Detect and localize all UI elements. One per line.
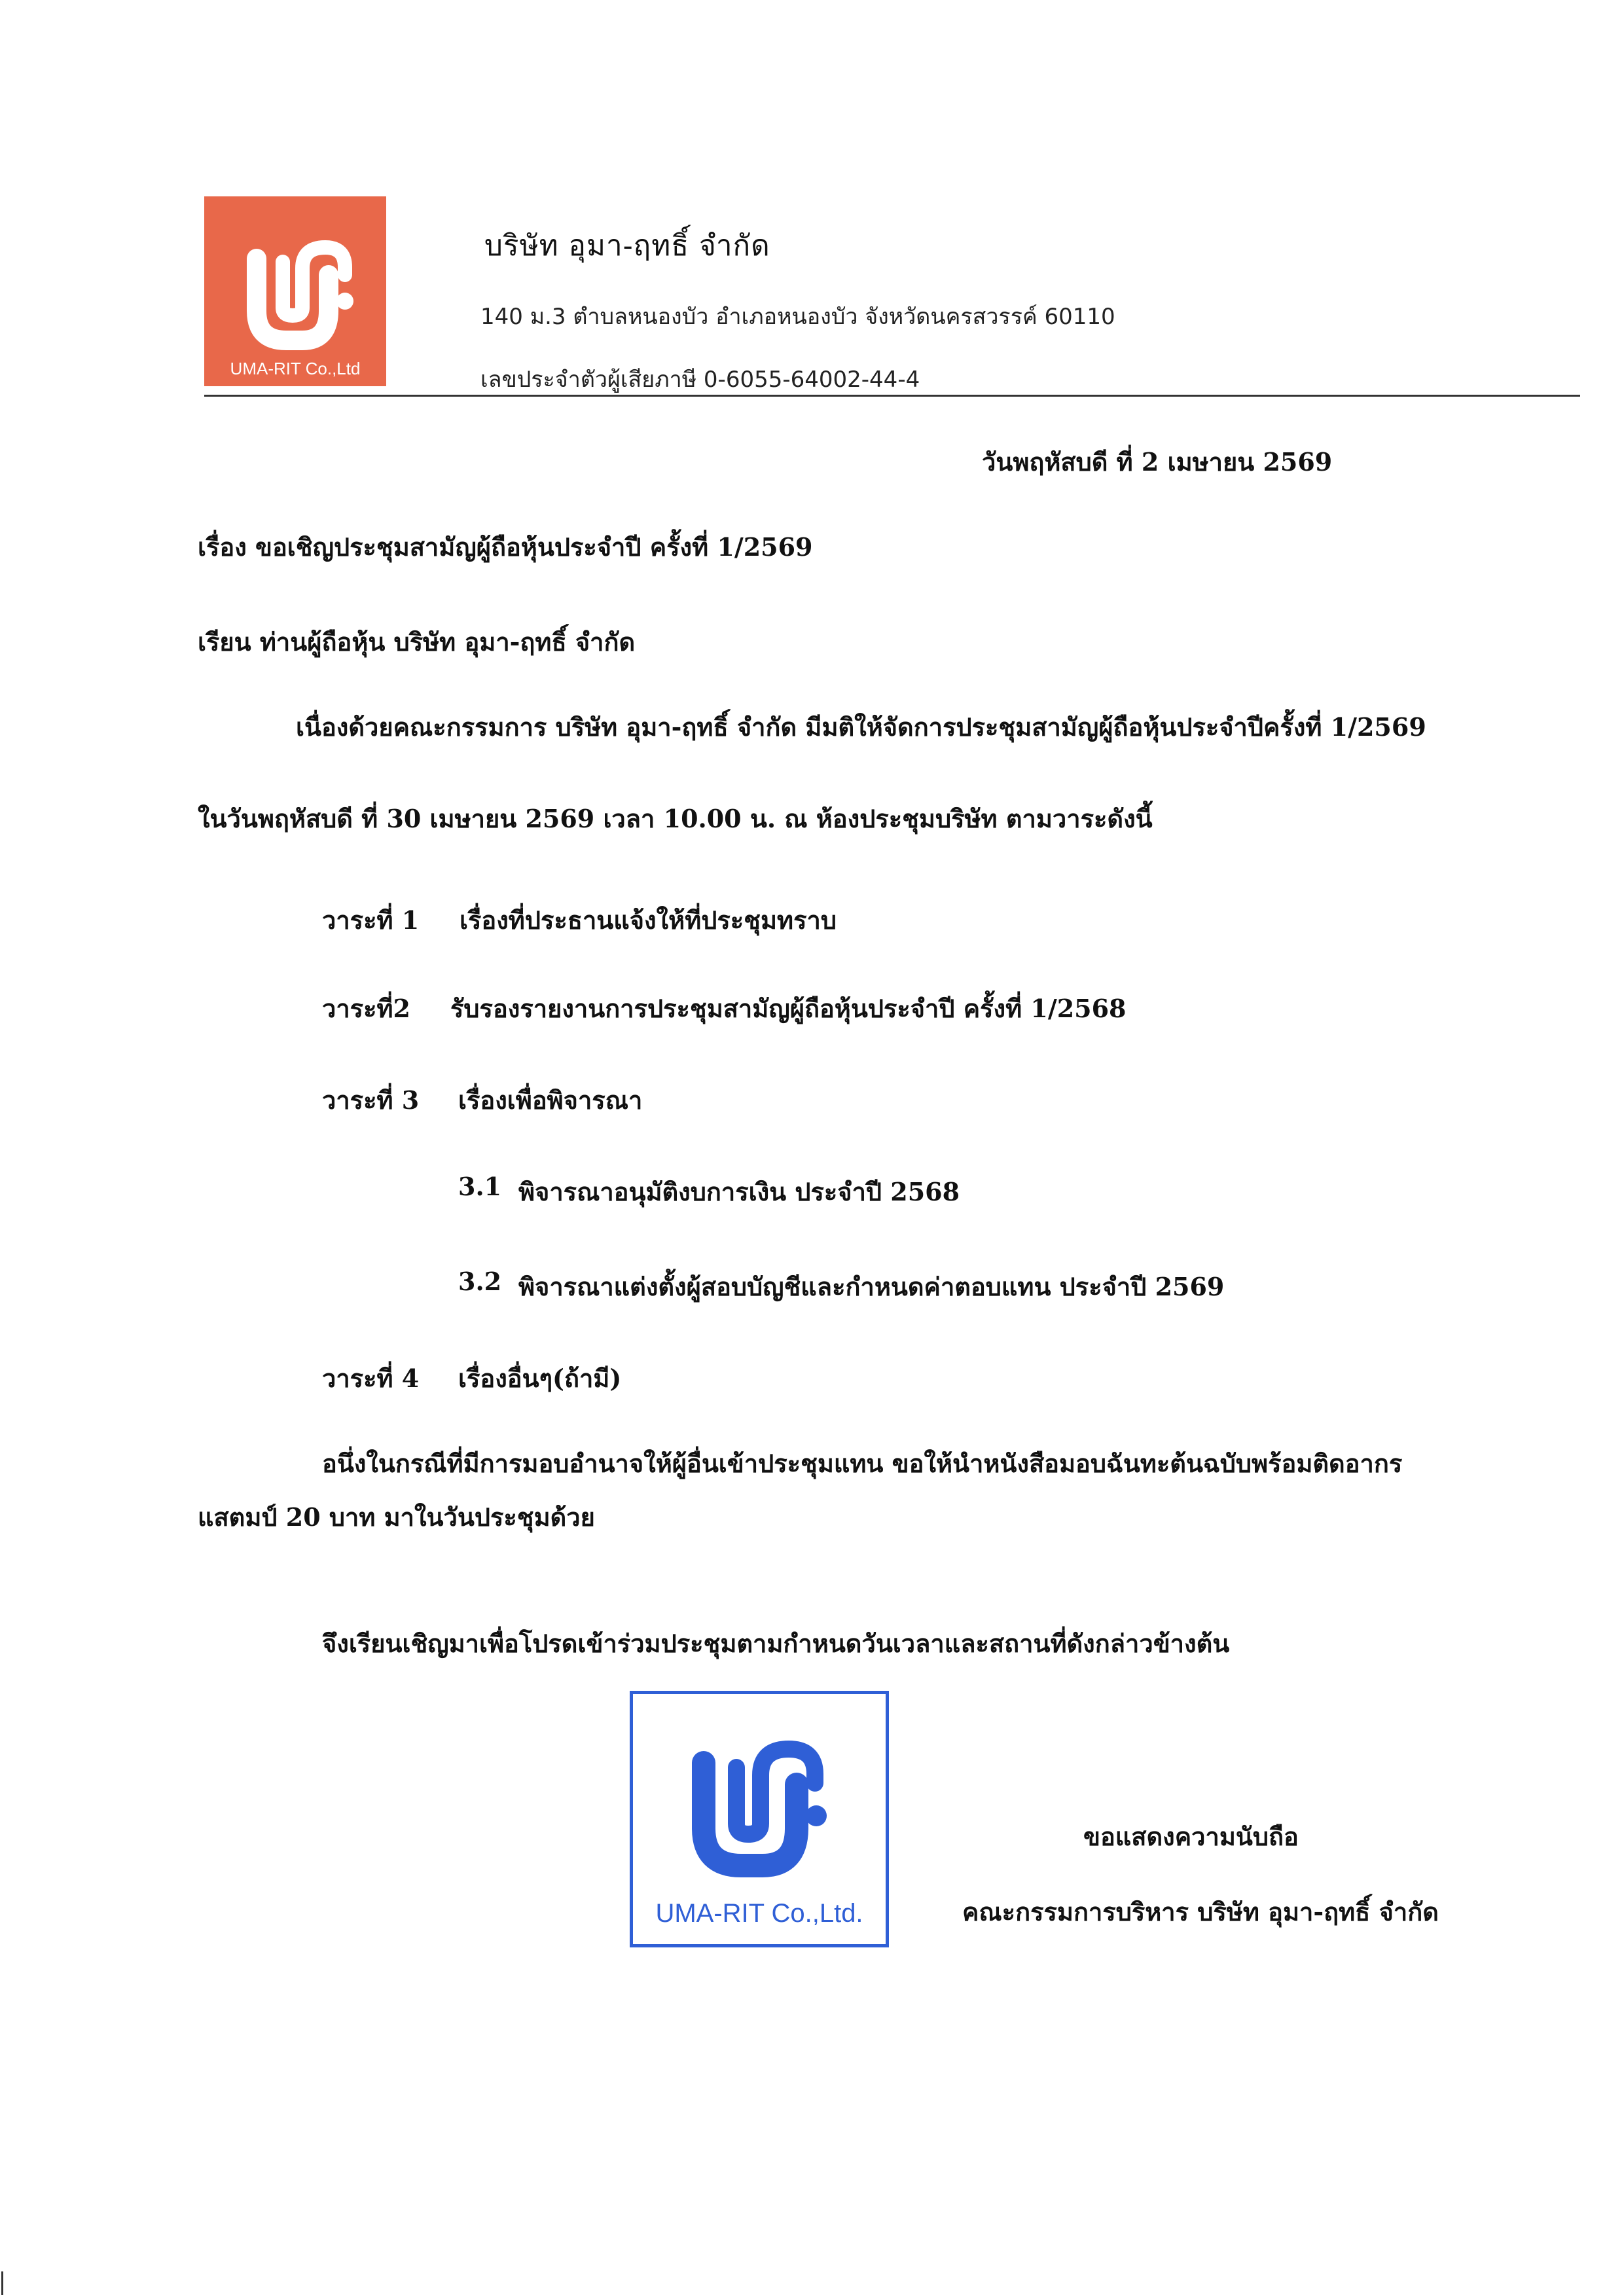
letter-date: วันพฤหัสบดี ที่ 2 เมษายน 2569	[982, 447, 1333, 477]
letter-salutation: เรียน ท่านผู้ถือหุ้น บริษัท อุมา-ฤทธิ์ จำกัด	[198, 627, 636, 657]
sub-item-number-3-1: 3.1	[458, 1172, 502, 1201]
invitation-line: จึงเรียนเชิญมาเพื่อโปรดเข้าร่วมประชุมตามกำหนดวันเวลาและสถานที่ดังกล่าวข้างต้น	[322, 1629, 1230, 1658]
letter-subject: เรื่อง ขอเชิญประชุมสามัญผู้ถือหุ้นประจำปี ครั้งที่ 1/2569	[198, 532, 813, 562]
signature-block: คณะกรรมการบริหาร บริษัท อุมา-ฤทธิ์ จำกัด	[962, 1897, 1439, 1926]
sub-item-text-3-2: พิจารณาแต่งตั้งผู้สอบบัญชีและกำหนดค่าตอบแทน ประจำปี 2569	[518, 1272, 1225, 1301]
svg-text:UMA-RIT Co.,Ltd.: UMA-RIT Co.,Ltd.	[655, 1899, 863, 1928]
stamp-logo-icon	[633, 1694, 886, 1944]
company-tax-id: เลขประจำตัวผู้เสียภาษี 0-6055-64002-44-4	[480, 367, 920, 393]
proxy-note-line-1: อนึ่งในกรณีที่มีการมอบอำนาจให้ผู้อื่นเข้าประชุมแทน ขอให้นำหนังสือมอบฉันทะต้นฉบับพร้อมติดอากร	[322, 1449, 1403, 1478]
body-paragraph-1: เนื่องด้วยคณะกรรมการ บริษัท อุมา-ฤทธิ์ จำกัด มีมติให้จัดการประชุมสามัญผู้ถือหุ้นประจำปีครั้งที่ 1/2569	[296, 712, 1426, 742]
proxy-note-line-2: แสตมป์ 20 บาท มาในวันประชุมด้วย	[198, 1502, 595, 1532]
svg-text:UMA-RIT Co.,Ltd: UMA-RIT Co.,Ltd	[230, 359, 361, 378]
agenda-text-3: เรื่องเพื่อพิจารณา	[458, 1085, 643, 1115]
agenda-label-2: วาระที่2	[322, 994, 410, 1023]
header-divider	[204, 395, 1580, 397]
agenda-label-1: วาระที่ 1	[322, 905, 420, 935]
company-name: บริษัท อุมา-ฤทธิ์ จำกัด	[484, 229, 770, 262]
agenda-label-3: วาระที่ 3	[322, 1085, 420, 1115]
logo-mark-icon	[204, 196, 386, 386]
sub-item-text-3-1: พิจารณาอนุมัติงบการเงิน ประจำปี 2568	[518, 1177, 960, 1206]
sub-item-number-3-2: 3.2	[458, 1267, 502, 1296]
body-paragraph-2: ในวันพฤหัสบดี ที่ 30 เมษายน 2569 เวลา 10.00 น. ณ ห้องประชุมบริษัท ตามวาระดังนี้	[198, 804, 1153, 833]
scan-edge-mark	[1, 2271, 3, 2295]
company-address: 140 ม.3 ตำบลหนองบัว อำเภอหนองบัว จังหวัดนครสวรรค์ 60110	[480, 304, 1115, 330]
company-logo	[204, 196, 386, 386]
agenda-label-4: วาระที่ 4	[322, 1364, 420, 1393]
agenda-text-2: รับรองรายงานการประชุมสามัญผู้ถือหุ้นประจำปี ครั้งที่ 1/2568	[450, 994, 1127, 1023]
agenda-text-1: เรื่องที่ประธานแจ้งให้ที่ประชุมทราบ	[460, 905, 837, 935]
closing-text: ขอแสดงความนับถือ	[1083, 1822, 1299, 1851]
company-stamp	[630, 1691, 889, 1947]
agenda-text-4: เรื่องอื่นๆ(ถ้ามี)	[458, 1364, 622, 1393]
